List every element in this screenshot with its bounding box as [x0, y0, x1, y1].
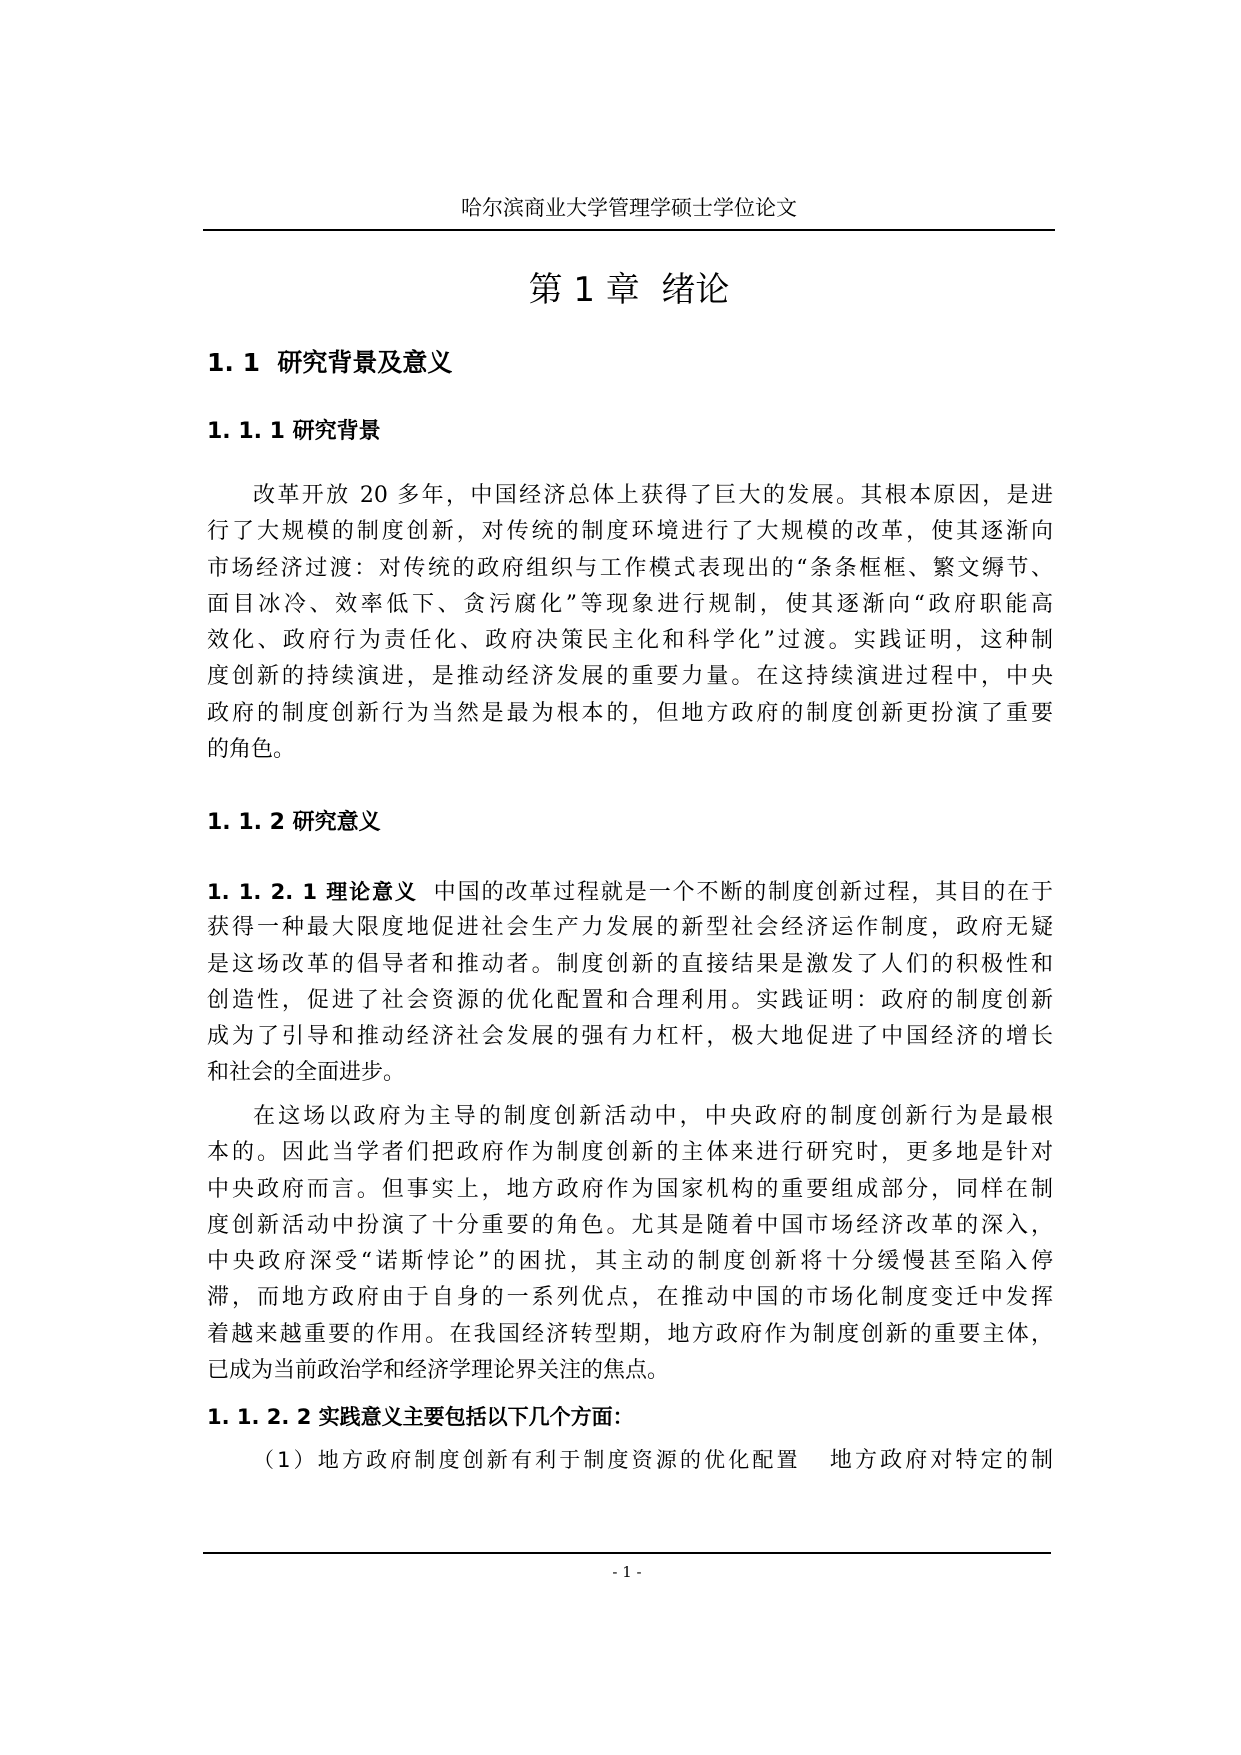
section-title: 研究背景及意义 — [277, 348, 453, 377]
paragraph-line: 面目冰冷、效率低下、贪污腐化”等现象进行规制，使其逐渐向“政府职能高 — [207, 591, 1053, 617]
paragraph-line: 着越来越重要的作用。在我国经济转型期，地方政府作为制度创新的重要主体， — [207, 1321, 1053, 1347]
practice-heading-text: 1. 1. 2. 2 实践意义主要包括以下几个方面： — [207, 1405, 634, 1429]
paragraph-line: 改革开放 20 多年，中国经济总体上获得了巨大的发展。其根本原因，是进 — [253, 483, 1053, 508]
subsection-heading-background: 1. 1. 1 研究背景 — [207, 419, 381, 444]
theory-first-line-text: 中国的改革过程就是一个不断的制度创新过程，其目的在于 — [431, 880, 1053, 905]
paragraph-line — [207, 874, 1053, 910]
chapter-title: 第 1 章 绪论 — [528, 270, 730, 310]
subsection-heading-significance: 1. 1. 2 研究意义 — [207, 810, 381, 835]
paragraph-line: 创造性，促进了社会资源的优化配置和合理利用。实践证明：政府的制度创新 — [207, 987, 1053, 1013]
paragraph-theory — [207, 874, 1053, 1092]
paragraph-line: 滞，而地方政府由于自身的一系列优点，在推动中国的市场化制度变迁中发挥 — [207, 1285, 1053, 1311]
paragraph-line: 度创新的持续演进，是推动经济发展的重要力量。在这持续演进过程中，中央 — [207, 664, 1053, 690]
footer-rule — [203, 1552, 1051, 1554]
header-rule — [203, 229, 1055, 231]
practice-item-1 — [253, 1442, 1053, 1478]
paragraph-line: 政府的制度创新行为当然是最为根本的，但地方政府的制度创新更扮演了重要 — [207, 700, 1053, 726]
paragraph-line: 本的。因此当学者们把政府作为制度创新的主体来进行研究时，更多地是针对 — [207, 1140, 1053, 1166]
paragraph-line: 效化、政府行为责任化、政府决策民主化和科学化”过渡。实践证明，这种制 — [207, 628, 1053, 654]
practice-item-1-text: 地方政府对特定的制 — [826, 1448, 1053, 1473]
practice-heading-block — [207, 1399, 1053, 1435]
paragraph-line: 市场经济过渡：对传统的政府组织与工作模式表现出的“条条框框、繁文缛节、 — [207, 555, 1053, 581]
paragraph-background — [207, 478, 1053, 768]
theory-label: 1. 1. 2. 1 理论意义 — [207, 880, 418, 904]
practice-heading — [207, 1399, 1053, 1435]
paragraph-line: 成为了引导和推动经济社会发展的强有力杠杆，极大地促进了中国经济的增长 — [207, 1024, 1053, 1050]
paragraph-line: 中央政府而言。但事实上，地方政府作为国家机构的重要组成部分，同样在制 — [207, 1176, 1053, 1202]
paragraph-line: 度创新活动中扮演了十分重要的角色。尤其是随着中国市场经济改革的深入， — [207, 1212, 1053, 1238]
paragraph-local-government — [207, 1099, 1053, 1389]
paragraph-line: 行了大规模的制度创新，对传统的制度环境进行了大规模的改革，使其逐渐向 — [207, 519, 1053, 545]
paragraph-line: 是这场改革的倡导者和推动者。制度创新的直接结果是激发了人们的积极性和 — [207, 951, 1053, 977]
paragraph-line: 的角色。 — [207, 737, 296, 763]
section-heading — [207, 345, 452, 381]
paragraph-line: 在这场以政府为主导的制度创新活动中，中央政府的制度创新行为是最根 — [253, 1104, 1053, 1129]
running-header-title: 哈尔滨商业大学管理学硕士学位论文 — [461, 196, 797, 220]
paragraph-line: 和社会的全面进步。 — [207, 1060, 406, 1086]
paragraph-line: 中央政府深受“诺斯悖论”的困扰，其主动的制度创新将十分缓慢甚至陷入停 — [207, 1249, 1053, 1275]
paragraph-line — [253, 1442, 1053, 1478]
paragraph-line: 获得一种最大限度地促进社会生产力发展的新型社会经济运作制度，政府无疑 — [207, 915, 1053, 941]
practice-item-1-label: （1）地方政府制度创新有利于制度资源的优化配置 — [253, 1448, 801, 1472]
page-number: - 1 - — [612, 1563, 642, 1581]
paragraph-line: 已成为当前政治学和经济学理论界关注的焦点。 — [207, 1358, 670, 1384]
section-number: 1. 1 — [207, 348, 260, 377]
